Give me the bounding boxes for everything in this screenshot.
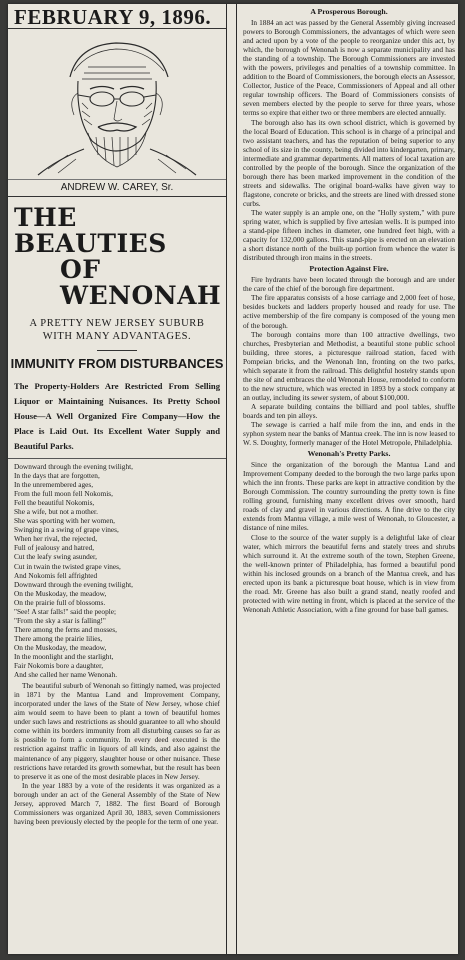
paragraph: The sewage is carried a half mile from the inn, and ends in the syphon system near the banks of Mantua creek. The inn is now leased to W. S. Doughty, formerly manager of the Hotel Metropole, Philadelphia. — [243, 420, 455, 448]
poem — [8, 458, 226, 681]
poem-line: On the prairie full of blossoms. — [14, 597, 106, 607]
poem-line: Cut the leafy swing asunder, — [14, 552, 97, 562]
left-article-body — [8, 681, 226, 826]
poem-line: When her rival, the rejected, — [14, 534, 98, 544]
paragraph: In the year 1883 by a vote of the residents it was organized as a borough under an act of the General Assembly of the State of New Jersey, approved March 7, 1882. The first Board of Borough Commissioners was organized April 30, 1883, seven Commissioners having been previously elected by the people for the term of one year. — [14, 780, 220, 826]
headline — [8, 197, 226, 309]
portrait-engraving — [8, 29, 226, 180]
poem-line: Downward through the evening twilight, — [14, 579, 133, 589]
paragraph: In 1884 an act was passed by the General Assembly giving increased powers to Borough Commissioners, the advantages of which were seen and acted upon by a vote of the people to reorganize under this act, by which, the borough of Wenonah is now a separate municipality and has the standing of a township. The Borough Commissioners are invested with the powers, privileges and penalties of a township committee. In addition to the Board of Commissioners, the borough elects an Assessor, Collector, Justice of the Peace, Commissioners of Appeal and all other regular township officers. The Board of Commissioners consists of seven members elected by the people to serve for three years, whose terms so expire that either two or three members are elected annually. — [243, 18, 455, 118]
poem-line: She was sporting with her women, — [14, 516, 115, 526]
poem-line: There among the ferns and mosses, — [14, 624, 117, 634]
poem-line: On the Muskoday, the meadow, — [14, 642, 107, 652]
poem-line: In the days that are forgotten, — [14, 471, 100, 481]
paragraph: Close to the source of the water supply is a delightful lake of clear water, which mirrors the beautiful ferns and stately trees and shrubs which surround it. At the extreme south of the town, Stephen Greene, the well-known printer of Philadelphia, has formed a beautiful pond within his inclosed grounds on a branch of the Mantua creek, and has erected upon its bank a picturesque boat house, which is in view from the road. Mr. Greene has also built a grand stand, neatly roofed and protected with wire netting in front, which is placed at the service of the Wenonah Athletic Association, with a fine ground for base ball games. — [243, 532, 455, 614]
paragraph: The fire apparatus consists of a hose carriage and 2,000 feet of hose, besides buckets and ladders properly housed and ready for use. The active membership of the fire company is composed of the young men of the borough. — [243, 293, 455, 330]
right-column — [236, 4, 458, 954]
divider — [97, 350, 137, 351]
headline-line-2: OF WENONAH — [60, 255, 222, 310]
poem-line: Full of jealousy and hatred, — [14, 543, 95, 553]
poem-line: There among the prairie lilies, — [14, 633, 103, 643]
section-heading-prosperous-borough: A Prosperous Borough. — [310, 7, 388, 16]
right-article-body — [239, 4, 458, 614]
paragraph: The borough also has its own school district, which is governed by the local Board of Education. This school is in charge of a principal and two assistant teachers, and has the reputation of being superior to any school of its size in the county, being divided into kindergarten, primary, intermediate and grammar departments. All matters of local taxation are controlled by the people of the borough. Since the organization of the borough there has been marked improvement in the condition of the streets and sidewalks. The original board-walks have given way to flagstone, concrete or bricks, and the streets are lined with dressed stone curbs. — [243, 117, 455, 208]
poem-line: In the unremembered ages, — [14, 480, 94, 490]
poem-line: And she called her name Wenonah. — [14, 670, 118, 680]
subheadline: A PRETTY NEW JERSEY SUBURB WITH MANY ADVANTAGES. — [29, 318, 205, 342]
poem-line: In the moonlight and the starlight, — [14, 651, 114, 661]
headline-line-1: THE BEAUTIES — [14, 203, 167, 258]
section-title: IMMUNITY FROM DISTURBANCES — [10, 356, 224, 371]
newspaper-clipping — [8, 4, 458, 954]
poem-line: Fell the beautiful Nokomis, — [14, 498, 95, 508]
poem-line: Downward through the evening twilight, — [14, 462, 133, 471]
poem-line: "From the sky a star is falling!" — [14, 615, 106, 625]
section-heading-fire-protection: Protection Against Fire. — [309, 264, 389, 274]
paragraph: The borough contains more than 100 attractive dwellings, two churches, Presbyterian and Methodist, a beautiful stone public school building, three stores, a picturesque railroad station, faced with Pompeian bricks, and the Wenonah Inn, fronting on the two parks, which separate it from the railroad. This delightful hostelry stands upon the site of and embraces the old Wenonah House, remodeled to conform to the new structure, which was erected in 1893 by a stock company at an outlay, including its sewer system, of about $100,000. — [243, 329, 455, 402]
deck-summary: The Property-Holders Are Restricted From Selling Liquor or Maintaining Nuisances. Its Pretty School House—A Well Organized Fire Company—How the Place is Laid Out. Its Excellent Water Supply and Beautiful Parks. — [14, 381, 220, 451]
poem-line: Fair Nokomis bore a daughter, — [14, 661, 104, 671]
paragraph: A separate building contains the billiard and pool tables, shuffle boards and ten pin alleys. — [243, 401, 455, 420]
paragraph: The water supply is an ample one, on the "Holly system," with pure spring water, which is supplied by five artesian wells. It is pumped into a stand-pipe fifteen inches in diameter, one hundred feet high, with a capacity for 132,000 gallons. This stand-pipe is erected on an elevation a short distance north of the built-up portion from whence the water is distributed through iron mains in the streets. — [243, 207, 455, 263]
poem-line: She a wife, but not a mother. — [14, 507, 98, 517]
poem-line: Cut in twain the twisted grape vines, — [14, 561, 121, 571]
poem-line: From the full moon fell Nokomis, — [14, 489, 113, 499]
dateline: FEBRUARY 9, 1896. — [8, 4, 226, 29]
paragraph: The beautiful suburb of Wenonah so fittingly named, was projected in 1871 by the Mantua Land and Improvement Company, incorporated under the laws of the State of New Jersey, whose chief aim would seem to have been to plant a town of beautiful homes under such laws and restrictions as should guarantee to all who should come within its borders immunity from all disturbing causes so far as is possible to form a community. In every deed executed is the restriction against traffic in liquors of all kinds, and also against the maintenance of any piggery, slaughter house or other nuisance. These restrictions have retarded its growth somewhat, but the result has been to preserve it as one of the most desirable places in New Jersey. — [14, 681, 220, 781]
paragraph: Fire hydrants have been located through the borough and are under the care of the chief of the borough fire department. — [243, 275, 455, 294]
section-heading-parks: Wenonah's Pretty Parks. — [307, 449, 391, 459]
poem-line: And Nokomis fell affrighted — [14, 570, 98, 580]
portrait-caption: ANDREW W. CAREY, Sr. — [8, 180, 226, 197]
paragraph: Since the organization of the borough the Mantua Land and Improvement Company deeded to the borough the two large parks upon which the inn fronts. These parks are kept in attractive condition by the Borough Commission. The country surrounding the pretty town is fine rolling ground, furnishing many excellent drives over smooth, hard roads of clay and gravel in various directions. A fine drive to the city extends from Mantua village, a mile west of Wenonah, to Gloucester, a distance of nine miles. — [243, 460, 455, 533]
poem-line: "See! A star falls!" said the people; — [14, 606, 117, 616]
left-column — [8, 4, 227, 954]
poem-line: On the Muskoday, the meadow, — [14, 588, 107, 598]
poem-line: Swinging in a swing of grape vines, — [14, 525, 119, 535]
portrait-icon — [18, 37, 214, 177]
